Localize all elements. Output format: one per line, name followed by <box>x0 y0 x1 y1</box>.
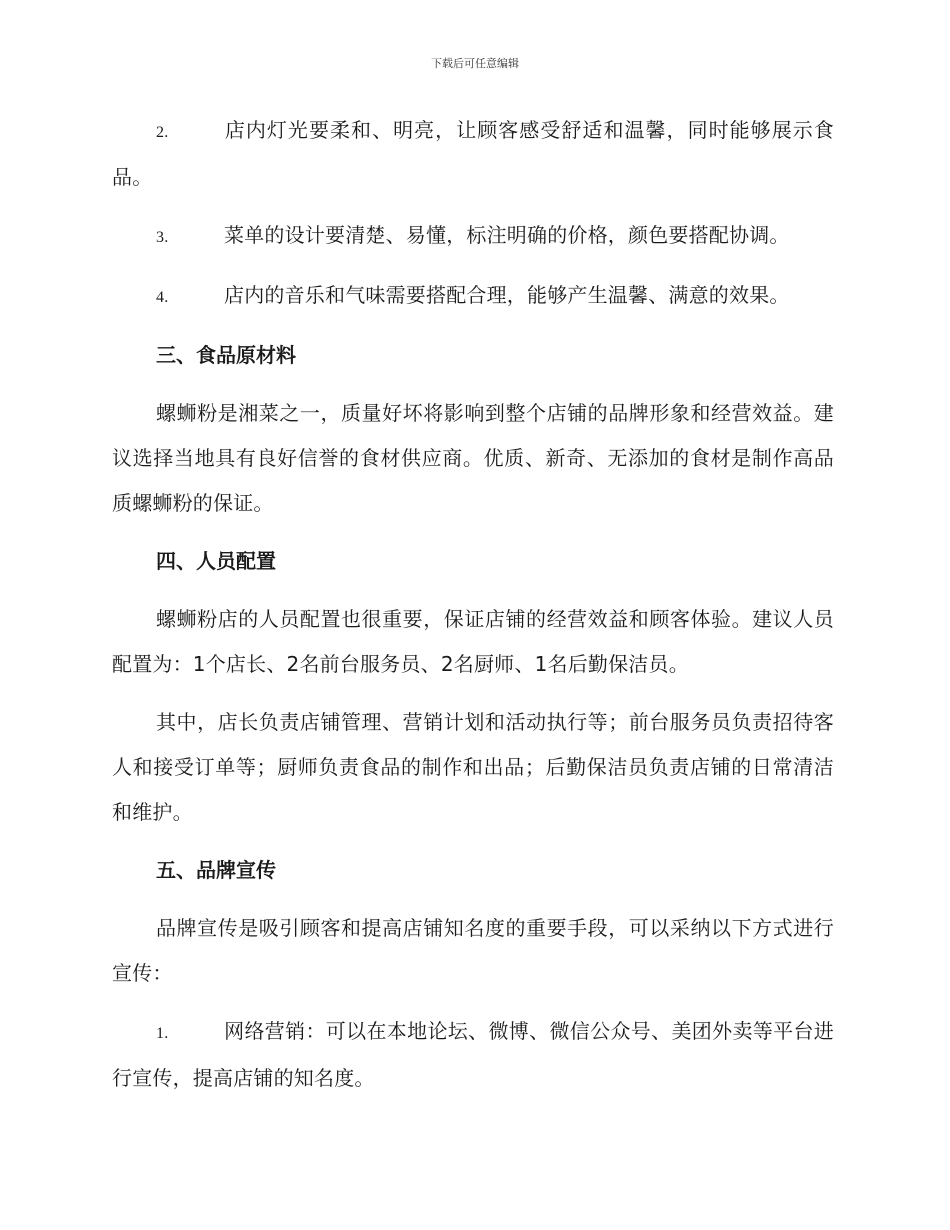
section-4-paragraph-2: 其中，店长负责店铺管理、营销计划和活动执行等；前台服务员负责招待客人和接受订单等；厨师负责食品的制作和出品；后勤保洁员负责店铺的日常清洁和维护。 <box>112 710 834 824</box>
list-number: 1. <box>156 1025 169 1042</box>
section-5-paragraph: 品牌宣传是吸引顾客和提高店铺知名度的重要手段，可以采纳以下方式进行宣传： <box>112 916 834 985</box>
section-4-paragraph-1: 螺蛳粉店的人员配置也很重要，保证店铺的经营效益和顾客体验。建议人员配置为：1个店长、2名前台服务员、2名厨师、1名后勤保洁员。 <box>112 607 834 676</box>
section-5-heading: 五、品牌宣传 <box>156 858 276 882</box>
list-number: 2. <box>156 124 169 141</box>
list-text: 店内灯光要柔和、明亮，让顾客感受舒适和温馨，同时能够展示食品。 <box>112 118 834 189</box>
document-body <box>112 108 834 1114</box>
section-3-paragraph: 螺蛳粉是湘菜之一，质量好坏将影响到整个店铺的品牌形象和经营效益。建议选择当地具有良好信誉的食材供应商。优质、新奇、无添加的食材是制作高品质螺蛳粉的保证。 <box>112 401 834 515</box>
list-text: 店内的音乐和气味需要搭配合理，能够产生温馨、满意的效果。 <box>224 283 790 307</box>
list-item-2 <box>112 108 834 200</box>
list-number: 4. <box>156 289 169 306</box>
list-text: 菜单的设计要清楚、易懂，标注明确的价格，颜色要搭配协调。 <box>224 223 790 247</box>
page-header: 下载后可任意编辑 <box>431 57 519 70</box>
section-4-heading: 四、人员配置 <box>156 549 276 573</box>
section-3-heading: 三、食品原材料 <box>156 343 296 367</box>
list-item-3 <box>112 213 834 260</box>
list-item-4 <box>112 273 834 320</box>
section-5-list-item-1 <box>112 1009 834 1101</box>
list-text: 网络营销：可以在本地论坛、微博、微信公众号、美团外卖等平台进行宣传，提高店铺的知名度。 <box>112 1019 834 1090</box>
list-number: 3. <box>156 229 169 246</box>
